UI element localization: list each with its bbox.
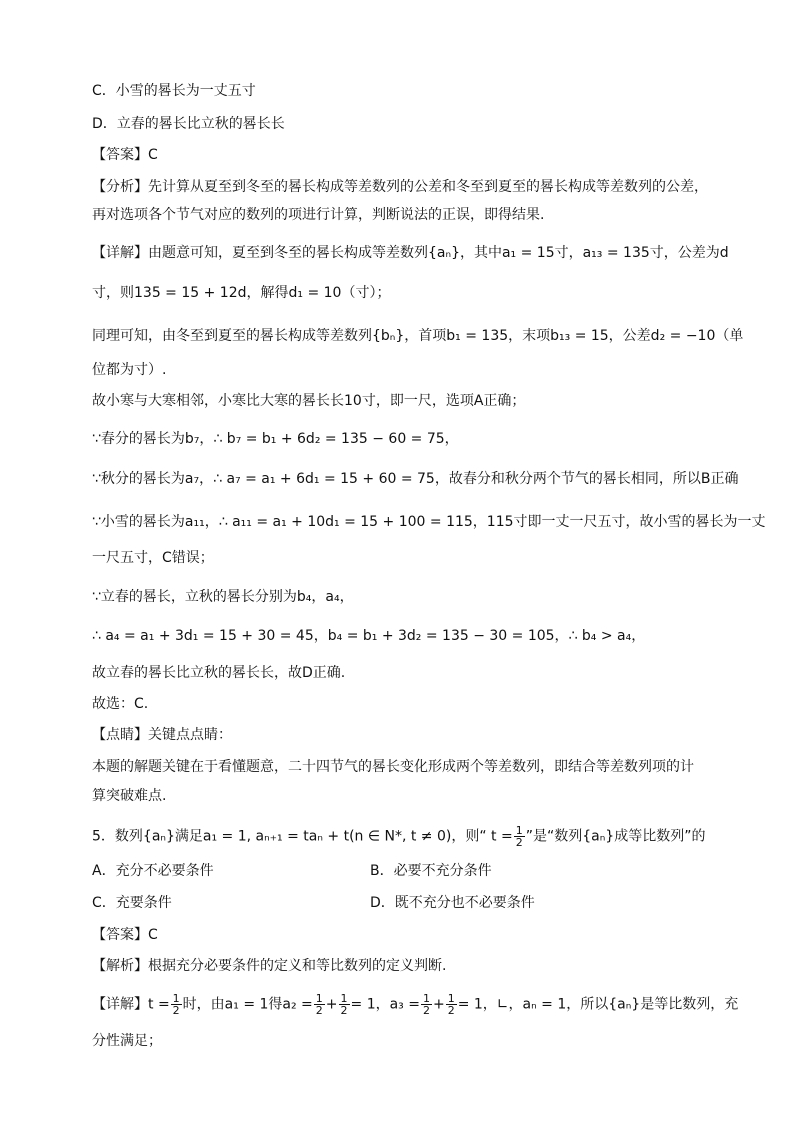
q5-option-b: B．必要不充分条件	[370, 863, 492, 879]
lichun-line-1: ∵立春的晷长，立秋的晷长分别为b₄，a₄，	[92, 589, 354, 605]
xiaoxue-line-1: ∵小雪的晷长为a₁₁，∴ a₁₁ = a₁ + 10d₁ = 15 + 100 = 115，115寸即一丈一尺五寸，故小雪的晷长为一丈	[92, 514, 766, 530]
analysis-line-2: 再对选项各个节气对应的数列的项进行计算，判断说法的正误，即得结果.	[92, 207, 545, 223]
same-line-2: 位都为寸）.	[92, 362, 167, 378]
detail-5-line-2: 分性满足；	[92, 1033, 162, 1049]
xiaoxue-line-2: 一尺五寸，C错误；	[92, 550, 214, 566]
xiaohan-line: 故小寒与大寒相邻，小寒比大寒的晷长长10寸，即一尺，选项A正确；	[92, 393, 526, 409]
choice-line: 故选：C.	[92, 696, 149, 712]
lichun-line-3: 故立春的晷长比立秋的晷长长，故D正确.	[92, 665, 346, 681]
half-fraction: $\frac{1}{2}$	[315, 992, 323, 1017]
detail-5-line-1: 【详解】t = $\frac{1}{2}$ 时，由a₁ = 1得a₂ = $\frac{1}{2}$ + $\frac{1}{2}$ = 1，a₃ = $\frac{1}{2}$ + $\frac{1}{2}$ = 1，∟，aₙ = 1，所以{aₙ}是等比数列，充	[92, 992, 739, 1017]
key-point-line-2: 算突破难点.	[92, 788, 167, 804]
half-fraction: $\frac{1}{2}$	[422, 992, 430, 1017]
detail-line-2: 寸，则135 = 15 + 12d，解得d₁ = 10（寸）；	[92, 285, 391, 301]
qiufen-line: ∵秋分的晷长为a₇，∴ a₇ = a₁ + 6d₁ = 15 + 60 = 75，故春分和秋分两个节气的晷长相同，所以B正确	[92, 471, 739, 487]
answer-label: 【答案】C	[92, 147, 158, 163]
question-5-stem	[92, 825, 705, 848]
half-fraction: $\frac{1}{2}$	[515, 824, 523, 849]
q5-option-c: C．充要条件	[92, 895, 172, 911]
half-fraction: $\frac{1}{2}$	[172, 992, 180, 1017]
analysis-line-1: 【分析】先计算从夏至到冬至的晷长构成等差数列的公差和冬至到夏至的晷长构成等差数列的公差，	[92, 179, 708, 195]
explanation-5: 【解析】根据充分必要条件的定义和等比数列的定义判断.	[92, 958, 447, 974]
half-fraction: $\frac{1}{2}$	[340, 992, 348, 1017]
option-d: D．立春的晷长比立秋的晷长长	[92, 116, 285, 132]
q5-stem-pre: 5．数列{aₙ}满足a₁ = 1, aₙ₊₁ = taₙ + t(n ∈ N*, t ≠ 0)，则“ t =	[92, 828, 513, 845]
q5-option-d: D．既不充分也不必要条件	[370, 895, 535, 911]
chunfen-line: ∵春分的晷长为b₇，∴ b₇ = b₁ + 6d₂ = 135 − 60 = 75，	[92, 431, 459, 447]
answer-5-label: 【答案】C	[92, 927, 158, 943]
option-c: C．小雪的晷长为一丈五寸	[92, 83, 256, 99]
q5-stem-post: ”是“数列{aₙ}成等比数列”的	[525, 828, 706, 845]
lichun-line-2: ∴ a₄ = a₁ + 3d₁ = 15 + 30 = 45，b₄ = b₁ + 3d₂ = 135 − 30 = 105，∴ b₄ > a₄，	[92, 628, 646, 644]
q5-option-a: A．充分不必要条件	[92, 863, 214, 879]
half-fraction: $\frac{1}{2}$	[447, 992, 455, 1017]
same-line-1: 同理可知，由冬至到夏至的晷长构成等差数列{bₙ}，首项b₁ = 135，末项b₁₃ = 15，公差d₂ = −10（单	[92, 328, 744, 344]
key-point-label: 【点睛】关键点点睛：	[92, 727, 232, 743]
detail-line-1: 【详解】由题意可知，夏至到冬至的晷长构成等差数列{aₙ}，其中a₁ = 15寸，a₁₃ = 135寸，公差为d	[92, 245, 729, 261]
key-point-line-1: 本题的解题关键在于看懂题意，二十四节气的晷长变化形成两个等差数列，即结合等差数列项的计	[92, 759, 694, 775]
